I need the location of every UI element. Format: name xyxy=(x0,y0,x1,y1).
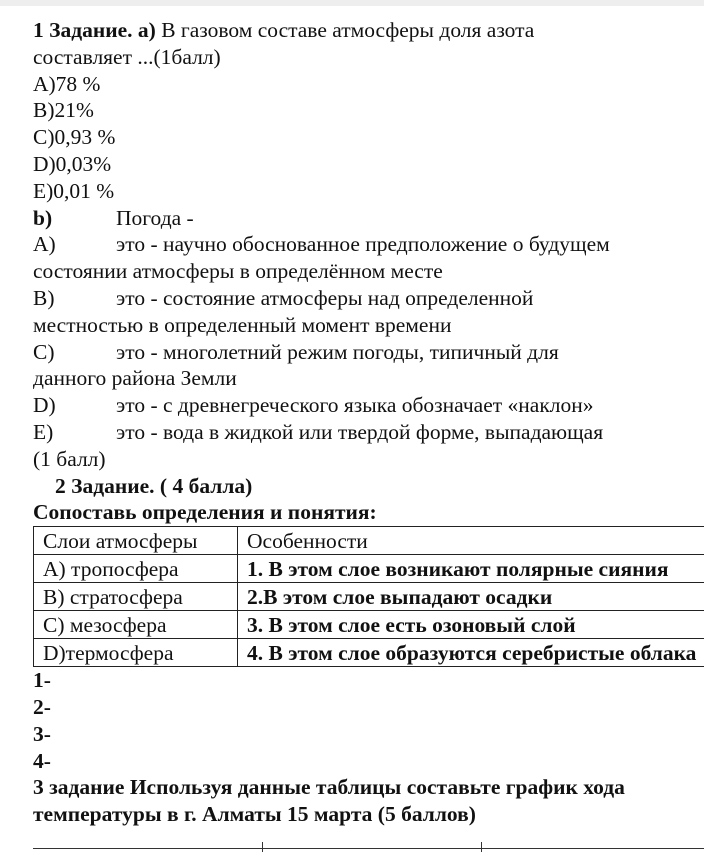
bottom-table-border xyxy=(33,848,704,849)
table-cell-feature: 3. В этом слое есть озоновый слой xyxy=(238,611,704,639)
option-b5-letter: E) xyxy=(33,419,54,444)
option-b2-line2: местностью в определенный момент времени xyxy=(33,312,452,337)
table-cell-feature: 1. В этом слое возникают полярные сияния xyxy=(238,555,704,583)
task3-line1: 3 задание Используя данные таблицы составьте график хода xyxy=(33,775,625,800)
option-b2-letter: B) xyxy=(33,285,55,310)
table-cell-layer: D)термосфера xyxy=(34,639,238,667)
option-b3-line2: данного района Земли xyxy=(33,366,237,391)
task3-line2: температуры в г. Алматы 15 марта (5 баллов) xyxy=(33,802,476,827)
task1-part-a-label: a) xyxy=(137,18,156,42)
table-row xyxy=(34,639,704,667)
task2-instruction: Сопоставь определения и понятия: xyxy=(33,500,377,525)
option-b5-line1 xyxy=(33,419,704,446)
table-header-row xyxy=(34,527,704,555)
task1-question-line2: составляет ...(1балл) xyxy=(33,44,221,69)
table-cell-feature: 4. В этом слое образуются серебристые облака xyxy=(238,639,704,667)
option-b3-line1 xyxy=(33,339,704,366)
top-bar xyxy=(0,0,704,6)
task1-points: (1 балл) xyxy=(33,446,106,471)
option-b2-text: это - состояние атмосферы над определенной xyxy=(116,285,534,310)
option-b4-text: это - с древнегреческого языка обозначает «наклон» xyxy=(116,393,594,418)
task1-heading xyxy=(33,17,704,44)
option-b4-line1 xyxy=(33,392,704,419)
table-cell-layer: B) стратосфера xyxy=(34,583,238,611)
option-b3-text: это - многолетний режим погоды, типичный для xyxy=(116,339,559,364)
option-b3-letter: C) xyxy=(33,339,55,364)
option-b4-letter: D) xyxy=(33,393,56,418)
option-a5: E)0,01 % xyxy=(33,178,115,203)
option-b1-letter: A) xyxy=(33,232,56,257)
task1-title: 1 Задание. xyxy=(33,18,133,42)
option-b1-line2: состоянии атмосферы в определённом месте xyxy=(33,259,443,284)
option-b1-text: это - научно обоснованное предположение о будущем xyxy=(116,232,610,257)
option-a4: D)0,03% xyxy=(33,151,112,176)
answer-line-1: 1- xyxy=(33,668,51,693)
table-header-layers: Слои атмосферы xyxy=(34,527,238,555)
table-header-features: Особенности xyxy=(238,527,704,555)
table-row xyxy=(34,555,704,583)
task1-part-b-label: b) xyxy=(33,205,53,230)
bottom-table-divider xyxy=(481,842,482,852)
table-cell-feature: 2.В этом слое выпадают осадки xyxy=(238,583,704,611)
table-row xyxy=(34,611,704,639)
task1-part-b xyxy=(33,205,704,232)
table-row xyxy=(34,583,704,611)
bottom-table-divider xyxy=(262,842,263,852)
option-b5-text: это - вода в жидкой или твердой форме, выпадающая xyxy=(116,419,604,444)
task1-question-line1: В газовом составе атмосферы доля азота xyxy=(161,18,535,42)
option-a2: B)21% xyxy=(33,98,94,123)
option-a3: C)0,93 % xyxy=(33,125,116,150)
answer-line-4: 4- xyxy=(33,748,51,773)
worksheet xyxy=(33,17,704,828)
matching-table xyxy=(33,526,704,667)
option-b2-line1 xyxy=(33,285,704,312)
table-cell-layer: A) тропосфера xyxy=(34,555,238,583)
answer-line-2: 2- xyxy=(33,694,51,719)
option-a1: A)78 % xyxy=(33,71,101,96)
task1-part-b-text: Погода - xyxy=(116,205,194,230)
option-b1-line1 xyxy=(33,231,704,258)
table-cell-layer: C) мезосфера xyxy=(34,611,238,639)
answer-line-3: 3- xyxy=(33,721,51,746)
task2-title: 2 Задание. ( 4 балла) xyxy=(55,473,253,498)
